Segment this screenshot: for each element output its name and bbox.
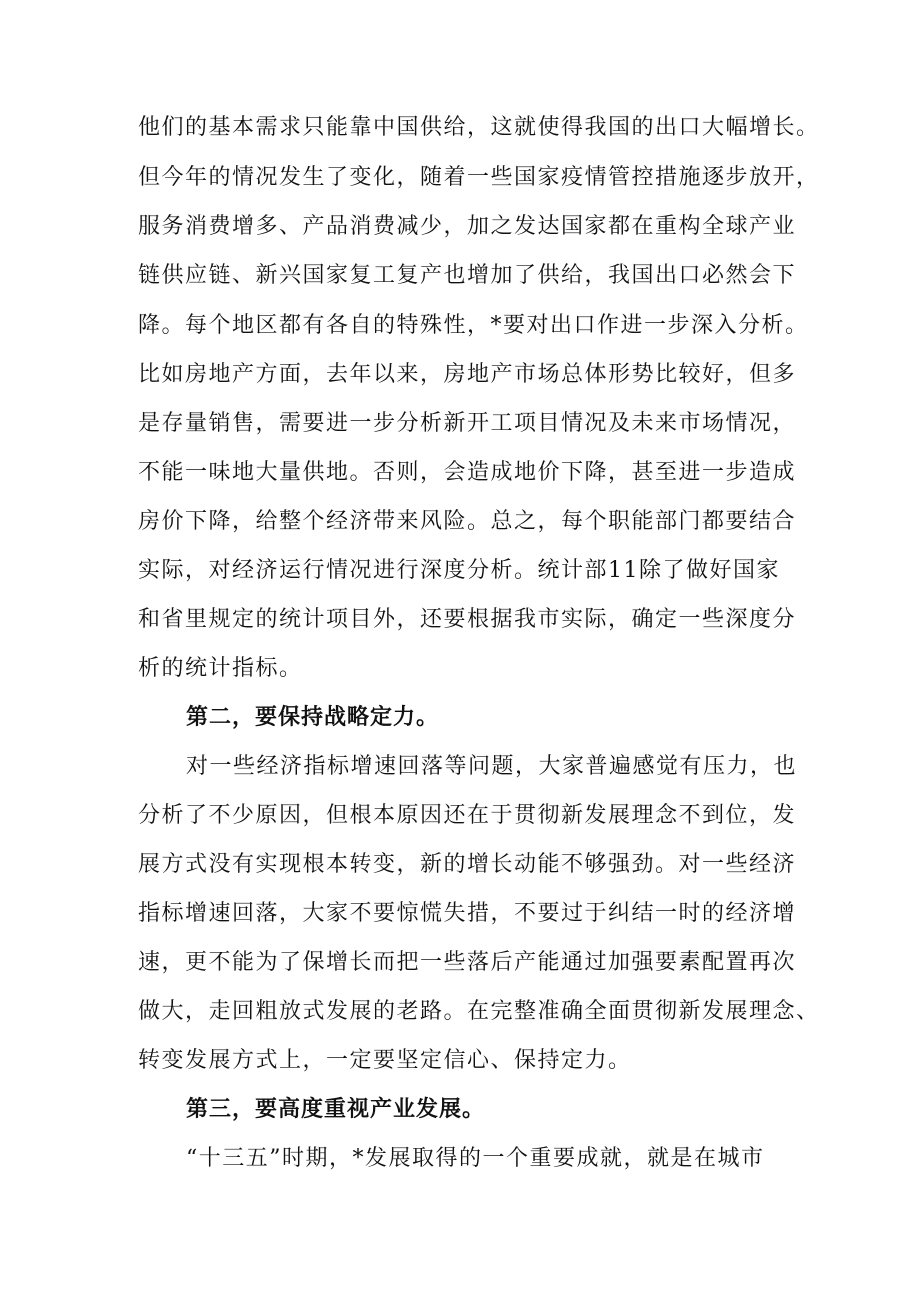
paragraph-line: 指标增速回落，大家不要惊慌失措，不要过于纠结一时的经济增: [138, 901, 797, 926]
paragraph-line: 实际，对经济运行情况进行深度分析。统计部11除了做好国家: [138, 558, 780, 583]
paragraph-line: 和省里规定的统计项目外，还要根据我市实际，确定一些深度分: [138, 607, 797, 632]
paragraph-line: “十三五”时期，*发展取得的一个重要成就，就是在城市: [186, 1146, 765, 1171]
paragraph-line: 对一些经济指标增速回落等问题，大家普遍感觉有压力，也: [186, 754, 798, 779]
paragraph-line: 是存量销售，需要进一步分析新开工项目情况及未来市场情况，: [138, 411, 797, 436]
paragraph-line: 降。每个地区都有各自的特殊性，*要对出口作进一步深入分析。: [138, 313, 809, 338]
paragraph-line: 比如房地产方面，去年以来，房地产市场总体形势比较好，但多: [138, 362, 797, 387]
paragraph-line: 做大，走回粗放式发展的老路。在完整准确全面贯彻新发展理念、: [138, 999, 820, 1024]
section-heading-3: 第三，要高度重视产业发展。: [186, 1097, 486, 1122]
paragraph-line: 速，更不能为了保增长而把一些落后产能通过加强要素配置再次: [138, 950, 797, 975]
paragraph-line: 链供应链、新兴国家复工复产也增加了供给，我国出口必然会下: [138, 263, 797, 288]
paragraph-line: 析的统计指标。: [138, 656, 303, 681]
paragraph-line: 展方式没有实现根本转变，新的增长动能不够强劲。对一些经济: [138, 852, 797, 877]
paragraph-line: 服务消费增多、产品消费减少，加之发达国家都在重构全球产业: [138, 214, 797, 239]
section-heading-2: 第二，要保持战略定力。: [186, 705, 440, 730]
paragraph-line: 他们的基本需求只能靠中国供给，这就使得我国的出口大幅增长。: [138, 115, 820, 140]
paragraph-line: 转变发展方式上，一定要坚定信心、保持定力。: [138, 1048, 632, 1073]
paragraph-line: 分析了不少原因，但根本原因还在于贯彻新发展理念不到位，发: [138, 803, 797, 828]
paragraph-line: 房价下降，给整个经济带来风险。总之，每个职能部门都要结合: [138, 509, 797, 534]
paragraph-line: 不能一味地大量供地。否则，会造成地价下降，甚至进一步造成: [138, 460, 797, 485]
paragraph-line: 但今年的情况发生了变化，随着一些国家疫情管控措施逐步放开，: [138, 165, 820, 190]
